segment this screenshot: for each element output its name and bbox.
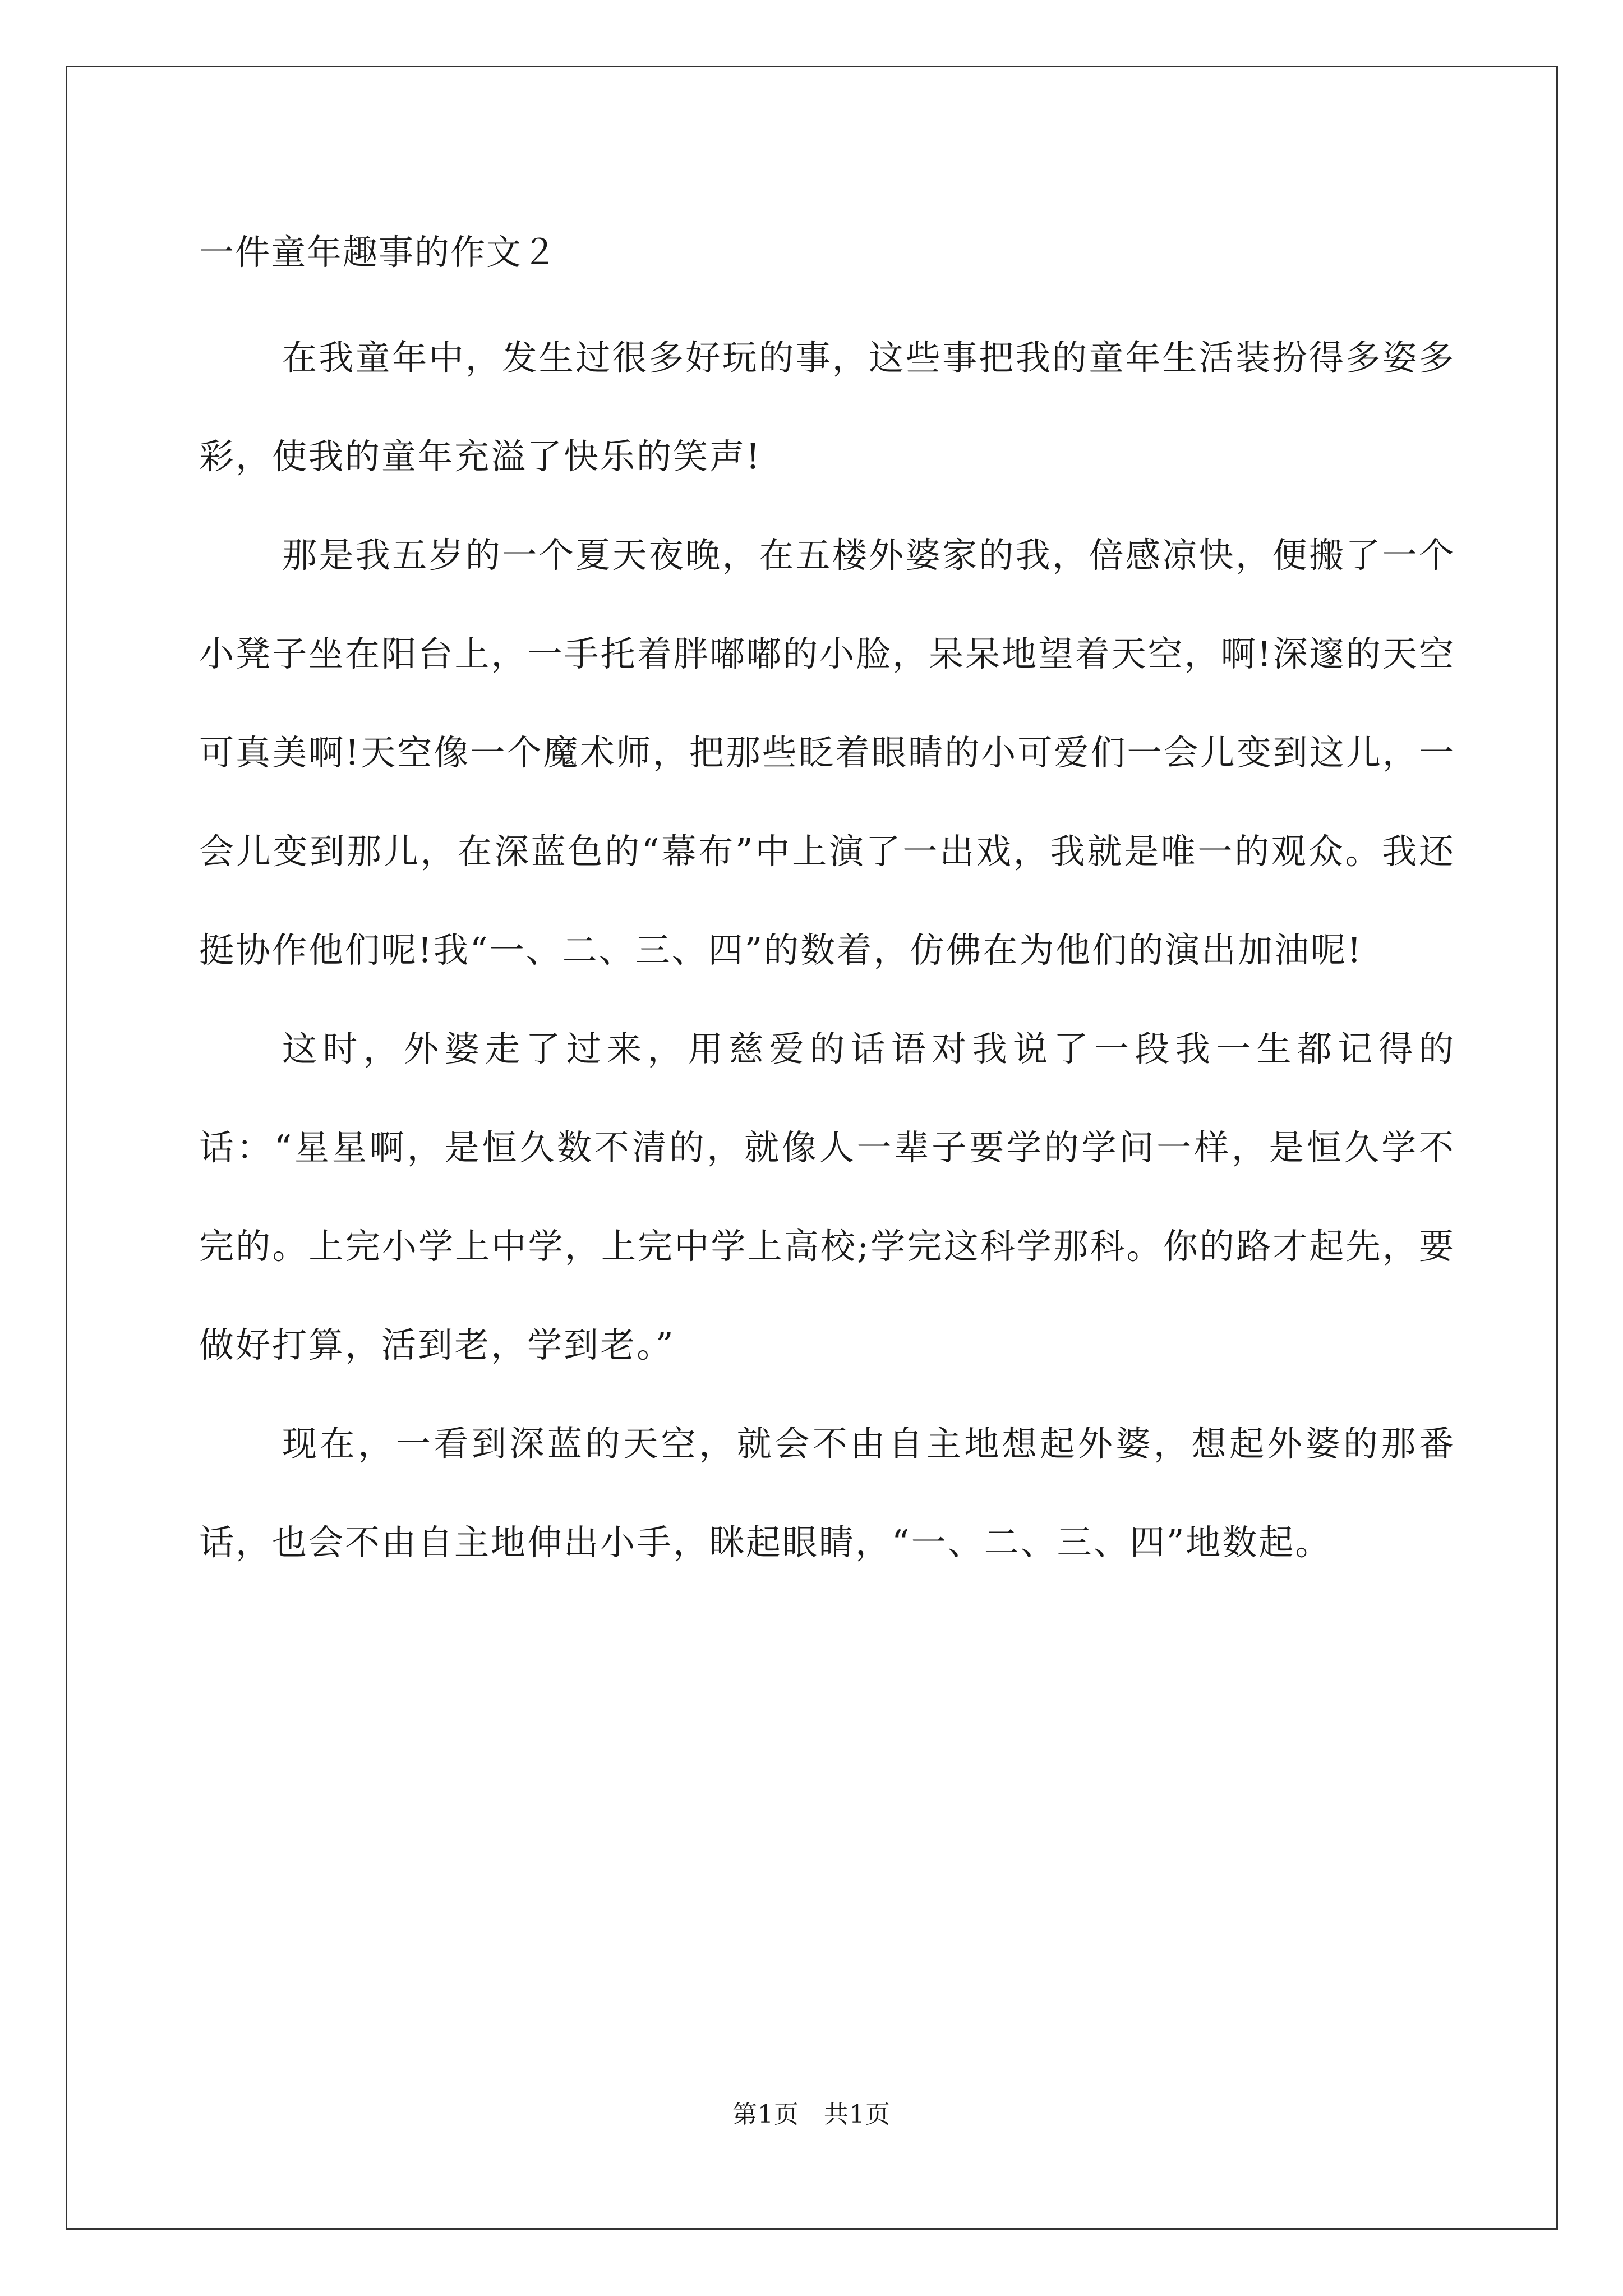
page-number: 第1页 [732, 2100, 799, 2129]
page-footer [0, 2098, 1623, 2132]
document-body [199, 224, 1455, 1592]
document-title: 一件童年趣事的作文２ [199, 232, 559, 273]
paragraph-4: 现在，一看到深蓝的天空，就会不由自主地想起外婆，想起外婆的那番话，也会不由自主地伸出小手，眯起眼睛，“一、二、三、四”地数起。 [199, 1423, 1455, 1563]
paragraph-2: 那是我五岁的一个夏天夜晚，在五楼外婆家的我，倍感凉快，便搬了一个小凳子坐在阳台上，一手托着胖嘟嘟的小脸，呆呆地望着天空，啊!深邃的天空可真美啊!天空像一个魔术师，把那些眨着眼睛的小可爱们一会儿变到这儿，一会儿变到那儿，在深蓝色的“幕布”中上演了一出戏，我就是唯一的观众。我还挺协作他们呢!我“一、二、三、四”的数着，仿佛在为他们的演出加油呢! [199, 535, 1455, 970]
paragraph-3: 这时，外婆走了过来，用慈爱的话语对我说了一段我一生都记得的话：“星星啊，是恒久数不清的，就像人一辈子要学的学问一样，是恒久学不完的。上完小学上中学，上完中学上高校;学完这科学那科。你的路才起先，要做好打算，活到老，学到老。” [199, 1028, 1455, 1365]
paragraph-1: 在我童年中，发生过很多好玩的事，这些事把我的童年生活装扮得多姿多彩，使我的童年充溢了快乐的笑声! [199, 337, 1455, 477]
page-count: 共1页 [824, 2100, 891, 2129]
